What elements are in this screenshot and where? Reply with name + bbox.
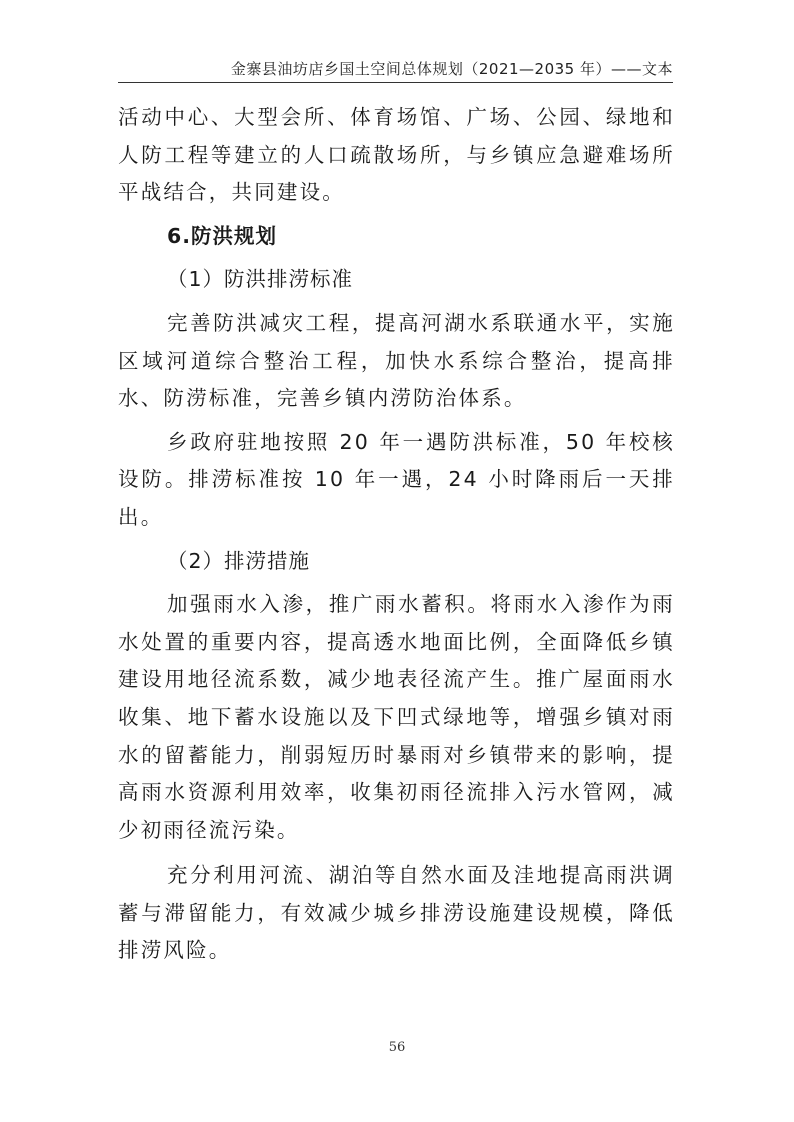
section-heading: 6.防洪规划 (167, 223, 278, 248)
sub-heading-standards: （1）防洪排涝标准 (167, 267, 354, 292)
paragraph-intro: 活动中心、大型会所、体育场馆、广场、公园、绿地和人防工程等建立的人口疏散场所，与乡镇应急避难场所平战结合，共同建设。 (118, 105, 675, 205)
paragraph-measure-2: 充分利用河流、湖泊等自然水面及洼地提高雨洪调蓄与滞留能力，有效减少城乡排涝设施建设规模，降低排涝风险。 (118, 863, 675, 963)
page-number: 56 (388, 1040, 406, 1055)
body-text (118, 99, 675, 970)
paragraph-standard-1: 完善防洪减灾工程，提高河湖水系联通水平，实施区域河道综合整治工程，加快水系综合整治，提高排水、防涝标准，完善乡镇内涝防治体系。 (118, 310, 675, 411)
paragraph-standard-2: 乡政府驻地按照 20 年一遇防洪标准，50 年校核设防。排涝标准按 10 年一遇，24 小时降雨后一天排出。 (118, 429, 676, 529)
page-header: 金寨县油坊店乡国土空间总体规划（2021—2035 年）——文本 (230, 60, 673, 78)
sub-heading-measures: （2）排涝措施 (167, 548, 311, 573)
header-divider (118, 82, 673, 83)
paragraph-measure-1: 加强雨水入渗，推广雨水蓄积。将雨水入渗作为雨水处置的重要内容，提高透水地面比例，全面降低乡镇建设用地径流系数，减少地表径流产生。推广屋面雨水收集、地下蓄水设施以及下凹式绿地等，增强乡镇对雨水的留蓄能力，削弱短历时暴雨对乡镇带来的影响，提高雨水资源利用效率，收集初雨径流排入污水管网，减少初雨径流污染。 (118, 592, 675, 842)
